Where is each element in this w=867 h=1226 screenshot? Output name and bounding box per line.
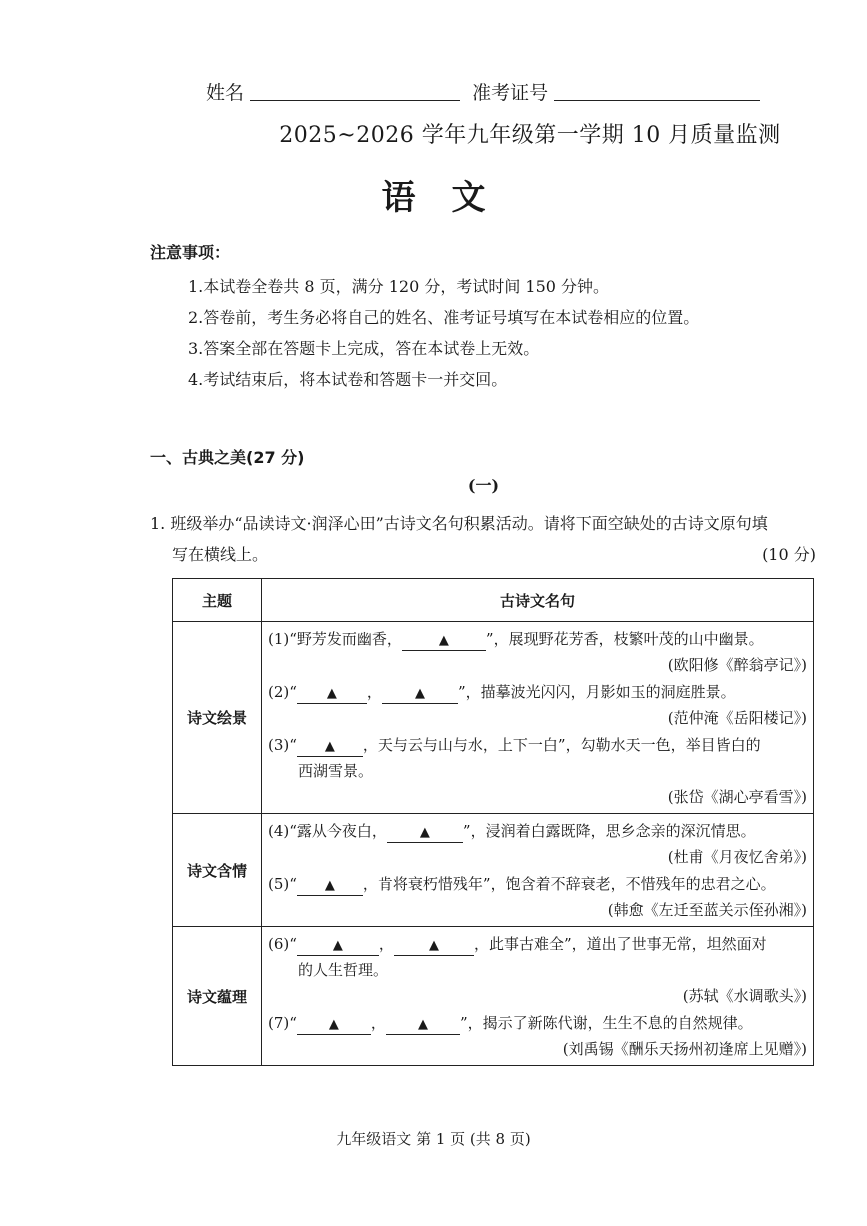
question-1 (150, 508, 816, 570)
name-label: 姓名 (206, 82, 245, 104)
notice-item: 2.答卷前，考生务必将自己的姓名、准考证号填写在本试卷相应的位置。 (188, 308, 700, 327)
item-2 (268, 679, 807, 705)
item-text: ， (370, 1014, 386, 1032)
answer-blank: ▲ (402, 632, 486, 651)
item-text: ”，展现野花芳香，枝繁叶茂的山中幽景。 (485, 630, 764, 648)
item-text: (7)“ (268, 1014, 297, 1032)
item-text: (3)“ (268, 736, 297, 754)
answer-blank: ▲ (386, 1016, 460, 1035)
answer-blank: ▲ (297, 738, 363, 757)
item-text: (1)“野芳发而幽香， (268, 630, 402, 648)
lines-cell (262, 927, 814, 1066)
candidate-info-line (206, 78, 760, 105)
answer-blank: ▲ (382, 685, 458, 704)
notice-heading: 注意事项： (150, 243, 231, 262)
answer-blank: ▲ (297, 685, 367, 704)
header-lines: 古诗文名句 (262, 579, 814, 622)
table-row (173, 927, 814, 1066)
source: (刘禹锡《酬乐天扬州初逢席上见赠》) (562, 1040, 807, 1058)
name-blank (250, 82, 460, 101)
poem-table (172, 578, 814, 1066)
item-text: ， (378, 935, 394, 953)
item-text: ，天与云与山与水，上下一白”，勾勒水天一色，举目皆白的 (362, 736, 761, 754)
answer-blank: ▲ (387, 824, 463, 843)
source: (张岱《湖心亭看雪》) (667, 788, 807, 806)
item-3 (268, 732, 807, 758)
item-text: (4)“露从今夜白， (268, 822, 387, 840)
lines-cell (262, 622, 814, 814)
source: (范仲淹《岳阳楼记》) (667, 709, 807, 727)
item-text: (6)“ (268, 935, 297, 953)
item-text: (2)“ (268, 683, 297, 701)
header-theme: 主题 (173, 579, 262, 622)
lines-cell (262, 814, 814, 927)
exam-title: 2025~2026 学年九年级第一学期 10 月质量监测 (279, 123, 781, 148)
item-text: ，此事古难全”，道出了世事无常，坦然面对 (473, 935, 767, 953)
item-5 (268, 871, 807, 897)
question-1-text: 1. 班级举办“品读诗文·润泽心田”古诗文名句积累活动。请将下面空缺处的古诗文原句填 (150, 514, 768, 533)
theme-cell: 诗文绘景 (173, 622, 262, 814)
section-title: 一、古典之美(27 分) (150, 448, 305, 467)
answer-blank: ▲ (394, 937, 474, 956)
question-1-continuation (150, 539, 816, 570)
notice-item: 4.考试结束后，将本试卷和答题卡一并交回。 (188, 370, 508, 389)
item-1 (268, 626, 807, 652)
item-text: (5)“ (268, 875, 297, 893)
subject-title: 语文 (381, 178, 522, 218)
table-row (173, 814, 814, 927)
item-text: ，肯将衰朽惜残年”，饱含着不辞衰老，不惜残年的忠君之心。 (362, 875, 776, 893)
item-7 (268, 1010, 807, 1036)
id-label: 准考证号 (472, 82, 549, 104)
notice-item: 3.答案全部在答题卡上完成，答在本试卷上无效。 (188, 339, 540, 358)
answer-blank: ▲ (297, 877, 363, 896)
answer-blank: ▲ (297, 1016, 371, 1035)
id-blank (554, 82, 760, 101)
source: (苏轼《水调歌头》) (682, 987, 807, 1005)
source: (欧阳修《醉翁亭记》) (667, 656, 807, 674)
answer-blank: ▲ (297, 937, 379, 956)
notice-item: 1.本试卷全卷共 8 页，满分 120 分，考试时间 150 分钟。 (188, 277, 610, 296)
item-text: ”，揭示了新陈代谢，生生不息的自然规律。 (459, 1014, 753, 1032)
item-6 (268, 931, 807, 957)
item-6-continued: 的人生哲理。 (298, 961, 389, 979)
item-text: ”，浸润着白露既降，思乡念亲的深沉情思。 (462, 822, 756, 840)
table-row (173, 622, 814, 814)
source: (杜甫《月夜忆舍弟》) (667, 848, 807, 866)
part-number: (一) (467, 476, 500, 495)
item-text: ”，描摹波光闪闪，月影如玉的洞庭胜景。 (457, 683, 736, 701)
theme-cell: 诗文蕴理 (173, 927, 262, 1066)
item-3-continued: 西湖雪景。 (298, 762, 374, 780)
table-header-row (173, 579, 814, 622)
question-1-score: (10 分) (762, 545, 816, 564)
item-4 (268, 818, 807, 844)
page-footer: 九年级语文 第 1 页 (共 8 页) (336, 1130, 531, 1148)
theme-cell: 诗文含情 (173, 814, 262, 927)
item-text: ， (366, 683, 382, 701)
source: (韩愈《左迁至蓝关示侄孙湘》) (607, 901, 807, 919)
question-1-text-end: 写在横线上。 (172, 545, 269, 564)
